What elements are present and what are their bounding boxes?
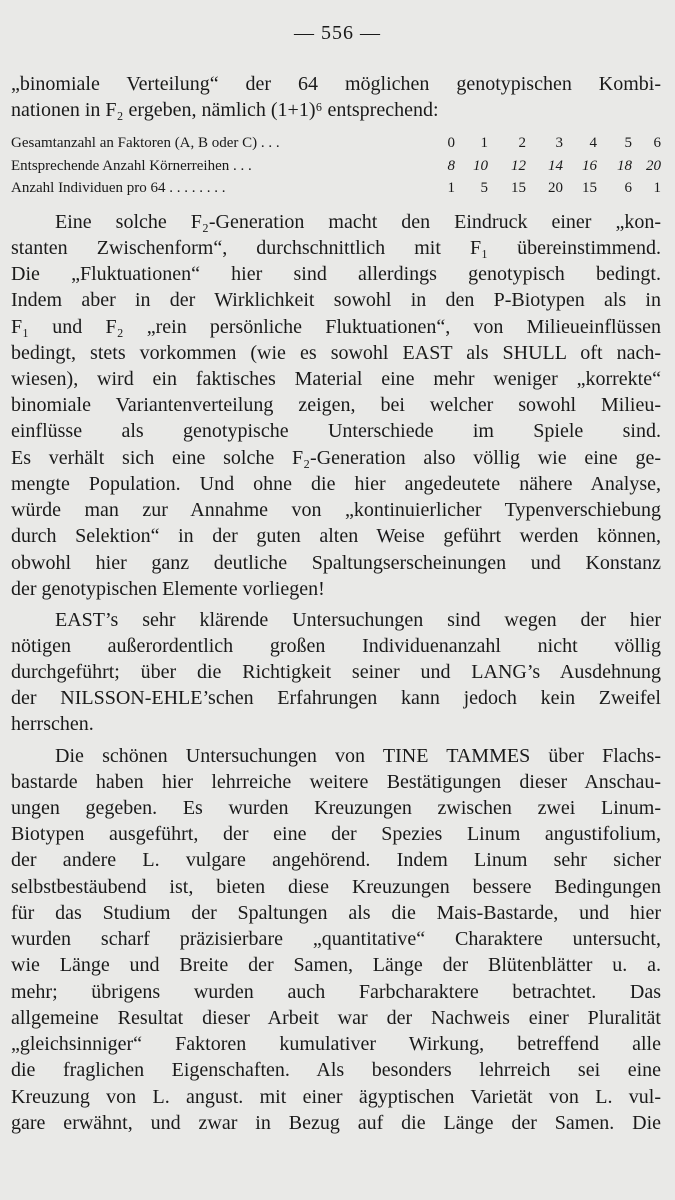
text-line: stanten Zwischenform“, durchschnittlich mit F₁ übereinstimmend.: [11, 237, 661, 259]
text-line: nötigen außerordentlich großen Individuenanzahl nicht völlig: [11, 635, 661, 657]
text-line: durchgeführt; über die Richtigkeit seiner und LANG’s Ausdehnung: [11, 661, 661, 683]
text-line: „binomiale Verteilung“ der 64 möglichen genotypischen Kombi-: [11, 73, 661, 95]
table-cell: 20: [548, 180, 563, 196]
text-line: mengte Population. Und ohne die hier angedeutete nähere Analyse,: [11, 473, 661, 495]
table-cell: 5: [480, 180, 488, 196]
text-line: selbstbestäubend ist, bieten diese Kreuzungen bessere Bedingungen: [11, 876, 661, 898]
table-cell: 1: [653, 180, 661, 196]
table-cell: 4: [589, 135, 597, 151]
table-cell: 0: [447, 135, 455, 151]
table-cell: 1: [480, 135, 488, 151]
table-row: [11, 178, 661, 198]
row-label: Entsprechende Anzahl Körnerreihen . . .: [11, 158, 252, 174]
text-line: bedingt, stets vorkommen (wie es sowohl EAST als SHULL oft nach-: [11, 342, 661, 364]
table-cell: 2: [518, 135, 526, 151]
text-line: gare erwähnt, und zwar in Bezug auf die Länge der Samen. Die: [11, 1112, 661, 1134]
table-cell: 10: [473, 158, 488, 174]
text-line: ungen gegeben. Es wurden Kreuzungen zwischen zwei Linum-: [11, 797, 661, 819]
text-line: allgemeine Resultat dieser Arbeit war der Nachweis einer Pluralität: [11, 1007, 661, 1029]
table-cell: 6: [624, 180, 632, 196]
text-line: Biotypen ausgeführt, der eine der Spezies Linum angustifolium,: [11, 823, 661, 845]
text-line: Eine solche F₂-Generation macht den Eindruck einer „kon-: [55, 211, 661, 233]
table-cell: 18: [617, 158, 632, 174]
table-cell: 20: [646, 158, 661, 174]
text-line: mehr; übrigens wurden auch Farbcharaktere betrachtet. Das: [11, 981, 661, 1003]
text-line: durch Selektion“ in der guten alten Weise geführt werden können,: [11, 525, 661, 547]
text-line: einflüsse als genotypische Unterschiede im Spiele sind.: [11, 420, 661, 442]
text-line: Indem aber in der Wirklichkeit sowohl in den P-Biotypen als in: [11, 289, 661, 311]
text-line: wiesen), wird ein faktisches Material eine mehr weniger „korrekte“: [11, 368, 661, 390]
text-line: der genotypischen Elemente vorliegen!: [11, 578, 325, 600]
text-line: für das Studium der Spaltungen als die Mais-Bastarde, und hier: [11, 902, 661, 924]
table-row: [11, 133, 661, 153]
table-cell: 6: [653, 135, 661, 151]
row-label: Anzahl Individuen pro 64 . . . . . . . .: [11, 180, 226, 196]
text-line: F₁ und F₂ „rein persönliche Fluktuationen“, von Milieueinflüssen: [11, 316, 661, 338]
text-line: Kreuzung von L. angust. mit einer ägyptischen Varietät von L. vul-: [11, 1086, 661, 1108]
table-cell: 8: [447, 158, 455, 174]
table-cell: 14: [548, 158, 563, 174]
text-line: die fraglichen Eigenschaften. Als besonders lehrreich sei eine: [11, 1059, 661, 1081]
text-line: Die schönen Untersuchungen von TINE TAMMES über Flachs-: [55, 745, 661, 767]
text-line: wie Länge und Breite der Samen, Länge der Blütenblätter u. a.: [11, 954, 661, 976]
table-cell: 15: [511, 180, 526, 196]
table-row: [11, 156, 661, 176]
text-line: der NILSSON-EHLE’schen Erfahrungen kann jedoch kein Zweifel: [11, 687, 661, 709]
text-line: nationen in F₂ ergeben, nämlich (1+1)⁶ entsprechend:: [11, 99, 439, 121]
text-line: EAST’s sehr klärende Untersuchungen sind wegen der hier: [55, 609, 661, 631]
table-cell: 15: [582, 180, 597, 196]
text-line: der andere L. vulgare angehörend. Indem Linum sehr sicher: [11, 849, 661, 871]
row-label: Gesamtanzahl an Faktoren (A, B oder C) . . .: [11, 135, 280, 151]
text-line: wurden scharf präzisierbare „quantitative“ Charaktere untersucht,: [11, 928, 661, 950]
table-cell: 1: [447, 180, 455, 196]
table-cell: 3: [555, 135, 563, 151]
text-line: Die „Fluktuationen“ hier sind allerdings genotypisch bedingt.: [11, 263, 661, 285]
page-number: — 556 —: [294, 22, 381, 44]
table-cell: 5: [624, 135, 632, 151]
text-line: bastarde haben hier lehrreiche weitere Bestätigungen dieser Anschau-: [11, 771, 661, 793]
table-cell: 16: [582, 158, 597, 174]
text-line: binomiale Variantenverteilung zeigen, bei welcher sowohl Milieu-: [11, 394, 661, 416]
text-line: herrschen.: [11, 713, 94, 735]
table-cell: 12: [511, 158, 526, 174]
text-line: „gleichsinniger“ Faktoren kumulativer Wirkung, betreffend alle: [11, 1033, 661, 1055]
text-line: obwohl hier ganz deutliche Spaltungserscheinungen und Konstanz: [11, 552, 661, 574]
text-line: würde man zur Annahme von „kontinuierlicher Typenverschiebung: [11, 499, 661, 521]
text-line: Es verhält sich eine solche F₂-Generation also völlig wie eine ge-: [11, 447, 661, 469]
